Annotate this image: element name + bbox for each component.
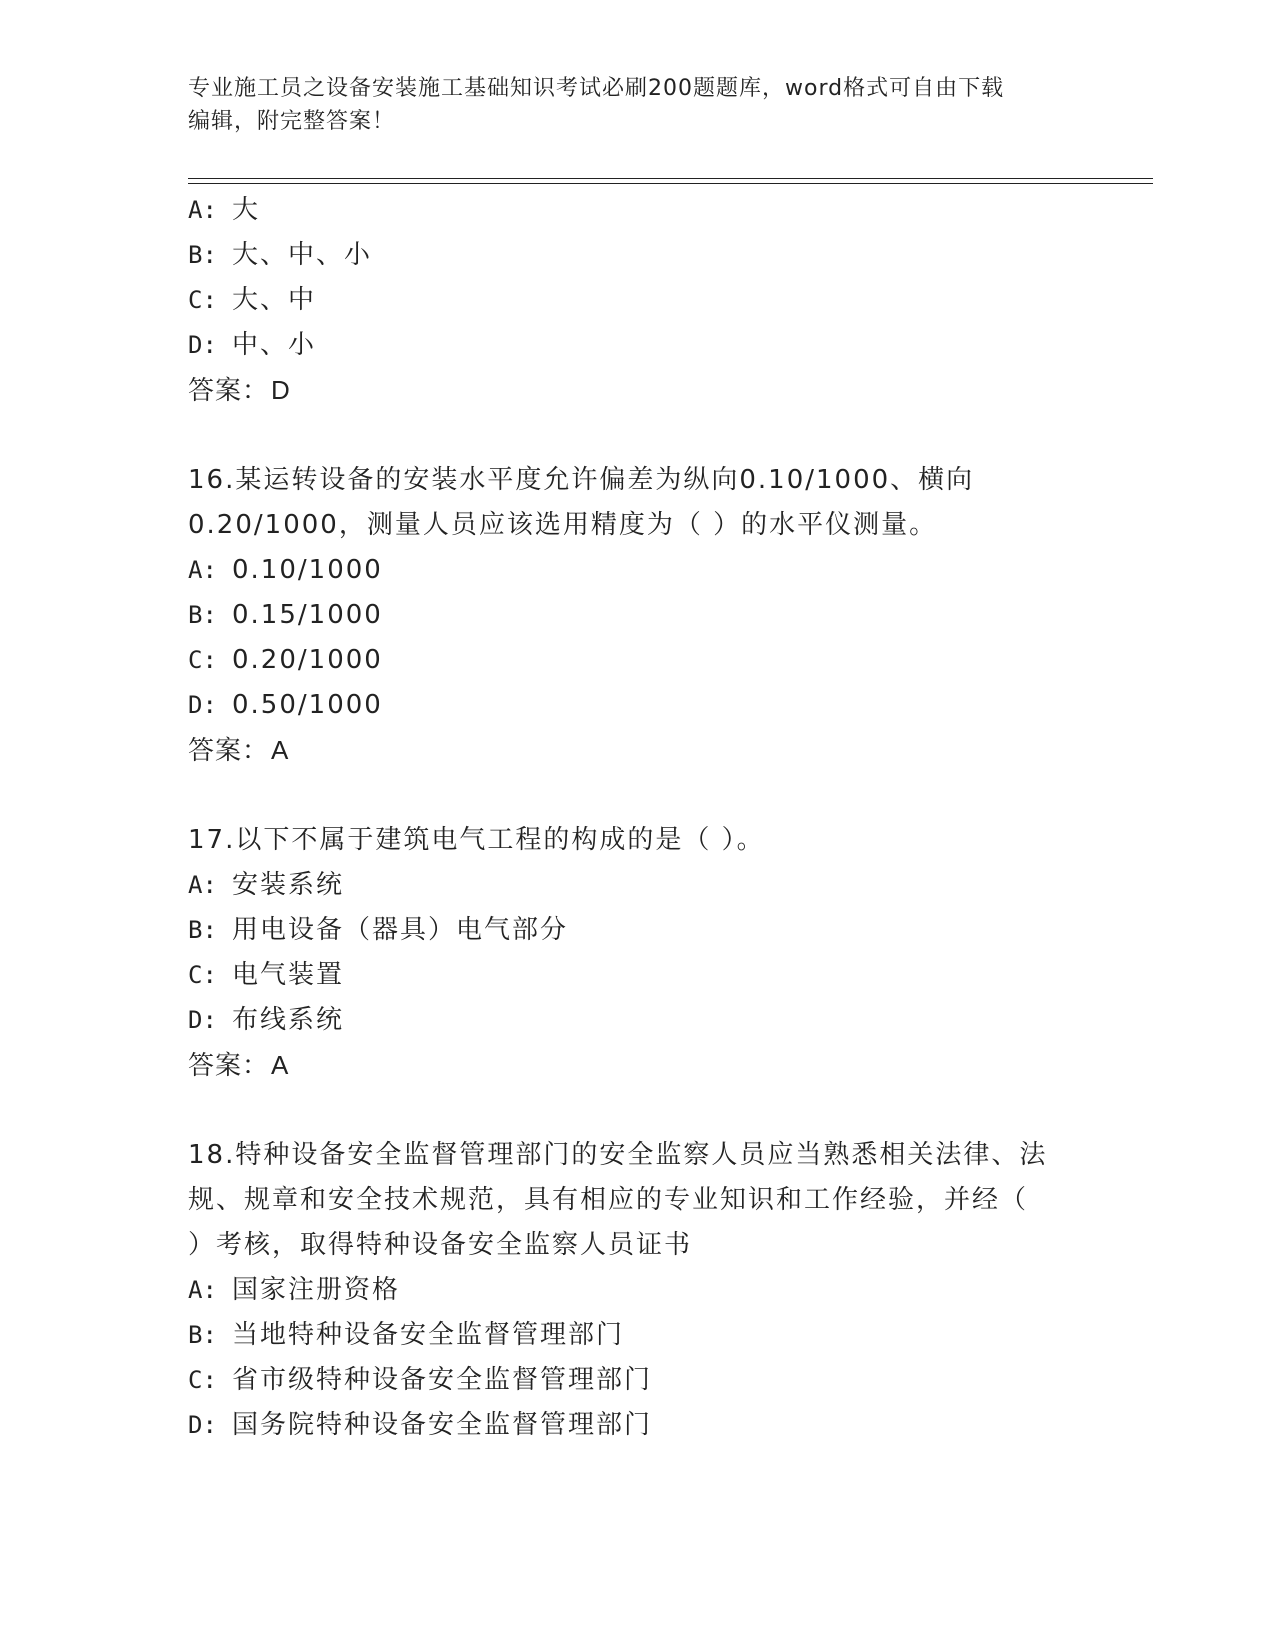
option-letter: D: [188, 331, 217, 359]
q18-stem-line-1: 18.特种设备安全监督管理部门的安全监察人员应当熟悉相关法律、法 [188, 1140, 1048, 1170]
q15-option-b [188, 239, 372, 271]
option-letter: C: [188, 286, 217, 314]
q17-option-b [188, 914, 568, 946]
option-letter: D: [188, 1006, 217, 1034]
q15-answer [188, 374, 291, 407]
q17-option-d [188, 1004, 344, 1036]
option-text: 当地特种设备安全监督管理部门 [232, 1320, 625, 1350]
q18-option-d [188, 1409, 652, 1441]
q17-answer [188, 1049, 289, 1082]
q15-option-c [188, 284, 316, 316]
q16-option-d [188, 689, 383, 721]
option-text: 0.50/1000 [232, 690, 383, 720]
document-header [188, 72, 1088, 138]
option-text: 电气装置 [232, 960, 345, 990]
option-text: 0.10/1000 [232, 555, 383, 585]
option-letter: B: [188, 241, 217, 269]
option-letter: A: [188, 556, 217, 584]
answer-label: 答案： [188, 736, 270, 766]
option-letter: B: [188, 916, 217, 944]
q18-stem-line-2: 规、规章和安全技术规范，具有相应的专业知识和工作经验，并经（ [188, 1185, 1029, 1215]
answer-value: A [271, 735, 290, 765]
option-text: 大、中 [232, 285, 317, 315]
option-text: 布线系统 [232, 1005, 345, 1035]
q15-option-a [188, 194, 260, 226]
q17-option-a [188, 869, 344, 901]
q18-option-a [188, 1274, 400, 1306]
q16-stem-line-2: 0.20/1000，测量人员应该选用精度为（ ）的水平仪测量。 [188, 510, 938, 540]
q16-option-b [188, 599, 383, 631]
option-letter: A: [188, 871, 217, 899]
answer-label: 答案： [188, 376, 270, 406]
option-text: 国家注册资格 [232, 1275, 401, 1305]
option-letter: D: [188, 1411, 217, 1439]
q18-option-b [188, 1319, 624, 1351]
option-text: 大 [232, 195, 261, 225]
header-title-line-1: 专业施工员之设备安装施工基础知识考试必刷200题题库，word格式可自由下载 [188, 76, 1005, 101]
q16-stem-line-1: 16.某运转设备的安装水平度允许偏差为纵向0.10/1000、横向 [188, 465, 975, 495]
q16-option-a [188, 554, 383, 586]
option-text: 省市级特种设备安全监督管理部门 [232, 1365, 653, 1395]
q18-stem-line-3: ）考核，取得特种设备安全监察人员证书 [188, 1230, 693, 1260]
q15-option-d [188, 329, 316, 361]
option-text: 安装系统 [232, 870, 345, 900]
q17-option-c [188, 959, 344, 991]
q18-option-c [188, 1364, 652, 1396]
header-divider-bottom [188, 183, 1153, 184]
option-text: 用电设备（器具）电气部分 [232, 915, 569, 945]
answer-value: A [271, 1050, 290, 1080]
option-letter: A: [188, 196, 217, 224]
option-text: 大、中、小 [232, 240, 373, 270]
option-text: 0.15/1000 [232, 600, 383, 630]
option-text: 中、小 [232, 330, 317, 360]
option-letter: B: [188, 601, 217, 629]
option-letter: C: [188, 646, 217, 674]
header-divider-top [188, 178, 1153, 179]
option-letter: D: [188, 691, 217, 719]
option-letter: B: [188, 1321, 217, 1349]
option-text: 国务院特种设备安全监督管理部门 [232, 1410, 653, 1440]
option-letter: C: [188, 961, 217, 989]
option-letter: A: [188, 1276, 217, 1304]
q16-answer [188, 734, 289, 767]
answer-value: D [271, 375, 291, 405]
q16-option-c [188, 644, 383, 676]
answer-label: 答案： [188, 1051, 270, 1081]
option-letter: C: [188, 1366, 217, 1394]
q17-stem-line-1: 17.以下不属于建筑电气工程的构成的是（ ）。 [188, 825, 765, 855]
header-title-line-2: 编辑，附完整答案！ [188, 109, 396, 134]
option-text: 0.20/1000 [232, 645, 383, 675]
